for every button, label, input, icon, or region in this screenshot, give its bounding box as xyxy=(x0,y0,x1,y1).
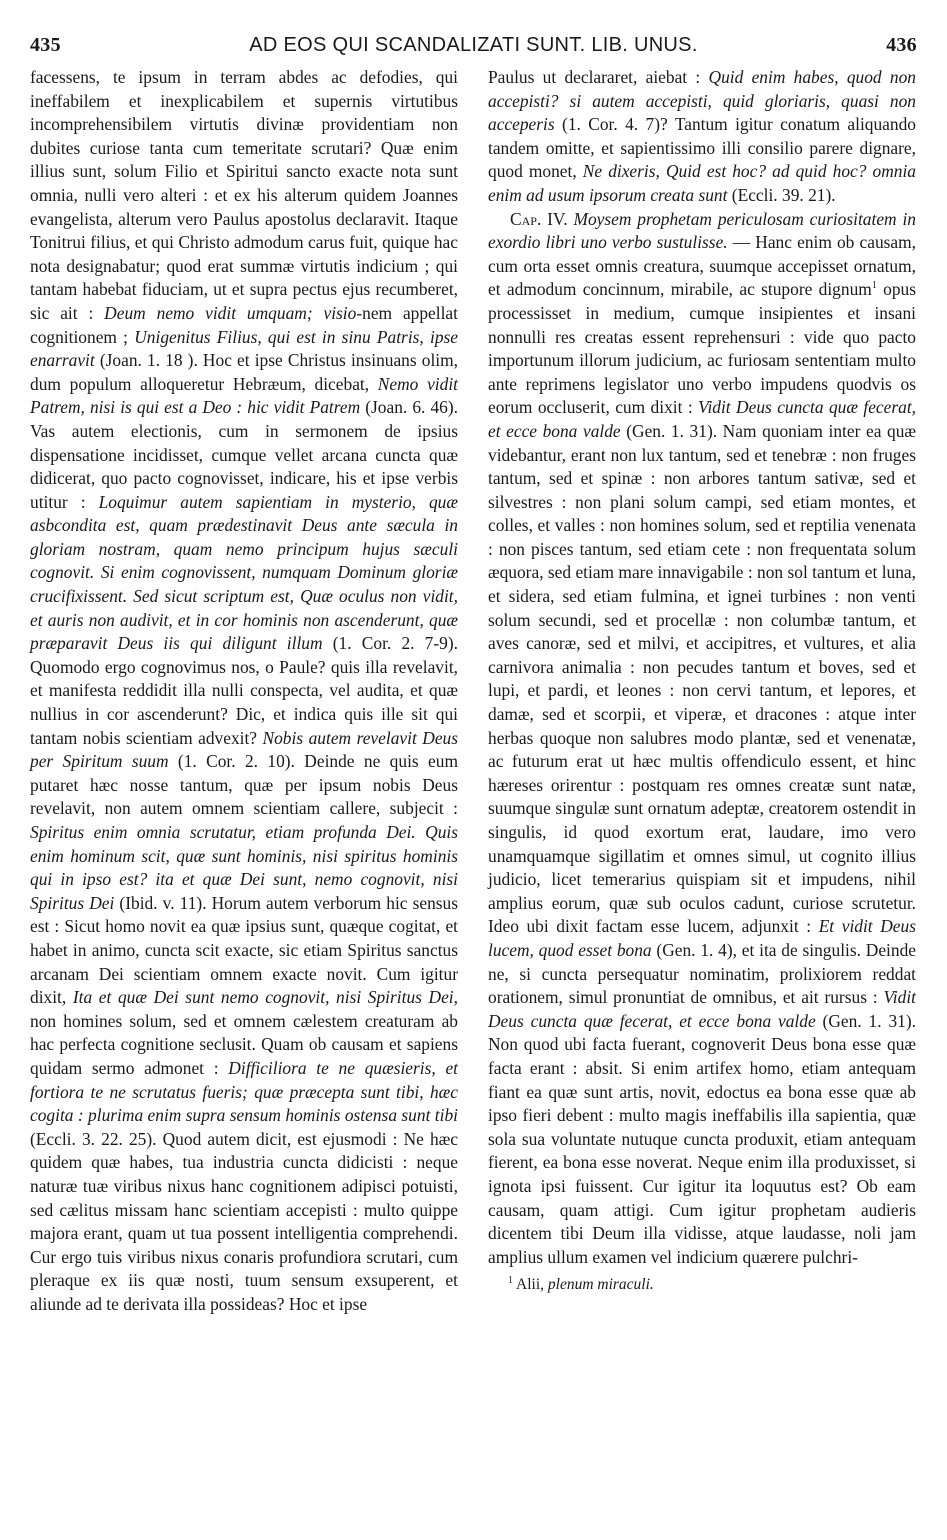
text-run: opus processisset in medium, cumque insipientes et insani nonnulli res creatas essent reprehensuri : vide quo pacto importunum illorum judicium, ac furiosam sententiam multo ante reprimens legislator uno verbo impudens quodvis os eorum occluserit, cum dixit : xyxy=(488,279,917,418)
chapter-title: Moysem prophetam periculosam curiositatem in exordio libri uno verbo sustulisse. xyxy=(488,208,917,253)
quotation: Deum nemo vidit umquam; visio- xyxy=(104,302,363,323)
quotation: Nemo vidit Patrem, nisi is qui est a Deo : hic vidit Patrem xyxy=(30,373,458,418)
text-run: (Joan. 1. 18 ). Hoc et ipse Christus insinuans olim, dum populum alloqueretur Hebræum, dicebat, xyxy=(30,350,458,394)
text-run: (Gen. 1. 31). Nam quoniam inter ea quæ videbantur, erant non lux tantum, sed et tenebræ : non fruges tantum, sed et spinæ : non arbores tantum sativæ, sed et silvestres : non plani solum campi, sed etiam montes, et colles, et valles : non homines solum, sed et reptilia venenata : non pisces tantum, sed etiam cete : non frequentata solum æquora, sed etiam mare innavigabile : non sol tantum et luna, et sidera, sed etiam fulmina, et ignei turbines : non venti solum secundi, sed et procellæ : non columbæ tantum, et aves canoræ, sed et milvi, et accipitres, et vultures, et alia carnivora animalia : non pecudes tantum et boves, sed et lupi, et pardi, et leones : non cervi tantum, et lepores, et damæ, sed et scorpii, et viperæ, et dracones : atque inter herbas quoque non salubres modo plantæ, sed et venenatæ, ac futurum erat ut hæc multis offendiculo essent, et hinc hæreses orirentur : postquam res omnes creatæ sunt natæ, suumque singulæ sunt ornatum adeptæ, creatorem ostendit in singulis, id quod exortum erat, laudare, imo vero unamquamque sigillatim et omnes simul, ut cognito illius judicio, licet temerarius quispiam sit et impudens, nihil amplius eorum, quæ sub oculos cadunt, curiose scrutetur. Ideo ubi dixit factam esse lucem, adjunxit : xyxy=(488,420,916,937)
quotation: Unigenitus Filius, qui est in sinu Patris, ipse enarravit xyxy=(30,326,459,371)
quotation: Et vidit Deus lucem, quod esset bona xyxy=(488,916,916,960)
text-run: (Eccli. 3. 22. 25). Quod autem dicit, est ejusmodi : Ne hæc quidem quæ habes, tua industria cuncta didicisti : neque naturæ tuæ viribus nixus hanc cognitionem adipisci potuisti, sed cælitus missam hanc scientiam accepisti : multo quippe majora erant, quam ut tua possent intelligentia comprehendi. Cur ergo tuis viribus nixus conaris profundiora scrutari, cum pleraque ex iis quæ nosti, tuum sensum exsuperent, et aliunde ad te derivata illa possideas? Hoc et ipse xyxy=(30,1128,458,1314)
page-number-right: 436 xyxy=(886,34,917,56)
page-number-left: 435 xyxy=(30,34,61,56)
text-run: — Hanc enim ob causam, cum orta esset omnis creatura, suumque accepisset ornatum, et admodum concinnum, mirabile, ac stupore dignum xyxy=(488,232,916,300)
chapter-label: Cap. IV. xyxy=(510,208,568,229)
quotation: Nobis autem revelavit Deus per Spiritum suum xyxy=(30,727,458,772)
text-run: Paulus ut declararet, aiebat : xyxy=(488,67,709,87)
quotation: Ita et quæ Dei sunt nemo cognovit, nisi Spiritus Dei xyxy=(72,987,454,1008)
footnote xyxy=(488,1275,916,1295)
text-run: (1. Cor. 4. 7)? Tantum igitur conatum aliquando tandem omitte, et sapientissimo illi consilio parere dignare, quod monet, xyxy=(488,114,916,182)
footnote-reference: 1 xyxy=(871,280,877,292)
text-run: nem appellat cognitionem ; xyxy=(30,302,458,347)
right-paragraph-1 xyxy=(488,66,916,208)
text-run: (Joan. 6. 46). Vas autem electionis, cum in sermonem de ipsius dispensatione incidisset, cumque vellet arcana cuncta quæ didicerat, quo pacto cognovisset, indicare, his et ipse verbis utitur : xyxy=(30,397,458,512)
text-run: (Eccli. 39. 21). xyxy=(727,184,836,205)
text-run: , non homines solum, sed et omnem cælestem creaturam ab hac perfecta cognitione seclusit. Quam ob causam et sapiens quidam sermo admonet : xyxy=(30,987,458,1078)
footnote-italic: plenum miraculi. xyxy=(547,1276,654,1294)
text-run: (Gen. 1. 4), et ita de singulis. Deinde ne, si cuncta persequatur nominatim, prolixiorem reddat orationem, simul pronuntiat de omnibus, et ait rursus : xyxy=(488,939,916,1008)
running-header xyxy=(30,34,917,60)
quotation: Quid enim habes, quod non accepisti? si autem accepisti, quid gloriaris, quasi non acceperis xyxy=(488,67,916,135)
quotation: Vidit Deus cuncta quæ fecerat, et ecce bona valde xyxy=(488,397,916,441)
footnote-mark: 1 xyxy=(508,1275,513,1287)
right-paragraph-2 xyxy=(488,208,916,1270)
right-column xyxy=(488,66,916,1295)
quotation: Loquimur autem sapientiam in mysterio, quæ asbcondita est, quam prædestinavit Deus ante sæcula in gloriam nostram, quam nemo principum hujus sæculi cognovit. Si enim cognovissent, numquam Dominum gloriæ crucifixissent. Sed sicut scriptum est, Quæ oculus non vidit, et auris non audivit, et in cor hominis non ascenderunt, quæ præparavit Deus iis qui diligunt illum xyxy=(30,491,458,654)
quotation: Ne dixeris, Quid est hoc? ad quid hoc? omnia enim ad usum ipsorum creata sunt xyxy=(488,161,916,205)
quotation: Vidit Deus cuncta quæ fecerat, et ecce bona valde xyxy=(488,987,916,1031)
quotation: Spiritus enim omnia scrutatur, etiam profunda Dei. Quis enim hominum scit, quæ sunt hominis, nisi spiritus hominis qui in ipso est? ita et quæ Dei sunt, nemo cognovit, nisi Spiritus Dei xyxy=(30,822,458,913)
left-paragraph xyxy=(30,66,458,1316)
text-run: (1. Cor. 2. 7-9). Quomodo ergo cognovimus nos, o Paule? quis illa revelavit, et manifesta reddidit illa nulli conspecta, vel audita, et quæ nullius in cor ascenderunt? Dic, et indica quis ille sit qui tantam nobis scientiam advexit? xyxy=(30,633,459,748)
quotation: Difficiliora te ne quæsieris, et fortiora te ne scrutatus fueris; quæ præcepta sunt tibi, hæc cogita : plurima enim supra sensum hominis ostensa sunt tibi xyxy=(30,1057,458,1126)
text-run: (Gen. 1. 31). Non quod ubi facta fuerant, cognoverit Deus bona esse quæ facta erant : absit. Si enim artifex homo, etiam antequam fiant ea quæ sunt artis, novit, edoctus ea bona esse quæ ab ipso fieri debent : multo magis ineffabilis illa sapientia, quæ sola sua voluntate nutuque cuncta produxit, etiam antequam fierent, ea bona esse noverat. Neque enim illa produxisset, si ignota ipsi fuissent. Cur igitur ita loquutus est? Ob eam causam, quam attigi. Cum igitur prophetam audieris dicentem tibi Deum illa vidisse, atque laudasse, noli jam amplius ullum examen vel indicium quærere pulchri- xyxy=(488,1010,916,1267)
text-run: facessens, te ipsum in terram abdes ac defodies, qui ineffabilem et inexplicabilem et supernis virtutibus incomprehensibilem virtutis divinæ providentiam non dubites curiose tanta cum temeritate scrutari? Quæ enim illius sunt, solum Filio et Spiritui sancto exacte nota sunt omnia, nulli vero alteri : et ex his alterum quidem Joannes evangelista, alterum vero Paulus apostolus declaravit. Itaque Tonitrui filius, et qui Christo admodum carus fuit, quique hac nota designabatur; quod erat summæ virtutis indicium ; qui tantam habebat fiduciam, ut et supra pectus ejus recumberet, sic ait : xyxy=(30,67,458,323)
left-column xyxy=(30,66,458,1316)
running-title: AD EOS QUI SCANDALIZATI SUNT. LIB. UNUS. xyxy=(249,34,698,56)
footnote-text: Alii, xyxy=(513,1276,548,1294)
text-run: (Ibid. v. 11). Horum autem verborum hic sensus est : Sicut homo novit ea quæ ipsius sunt, quæque cogitat, et habet in animo, cuncta scit exacte, sic etiam Spiritus sanctus arcanam Dei scientiam omnem exacte novit. Cum igitur dixit, xyxy=(30,892,459,1008)
text-run: (1. Cor. 2. 10). Deinde ne quis eum putaret hæc nosse tantum, quæ per ipsum nobis Deus revelavit, non autem omnem scientiam callere, subjecit : xyxy=(30,751,458,819)
